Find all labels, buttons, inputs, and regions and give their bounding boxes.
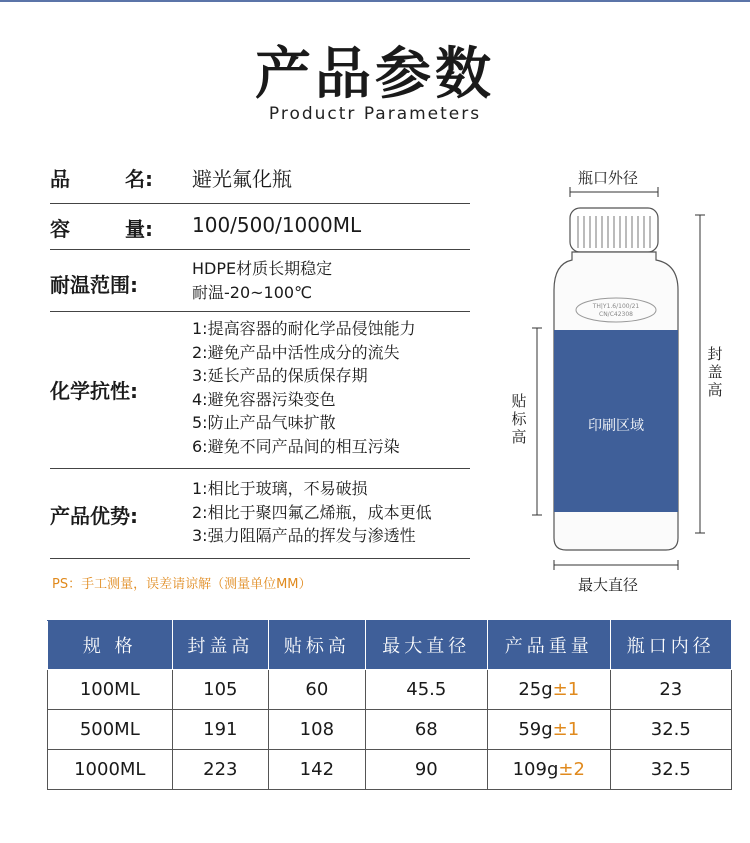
top-accent-bar [0, 0, 750, 2]
spec-lines-temperature [192, 257, 332, 304]
header-mouth-inner: 瓶口内径 [610, 621, 731, 670]
spec-row-name [50, 155, 470, 204]
cell-spec: 500ML [48, 710, 173, 750]
cap-height-label: 封盖高 [707, 345, 723, 399]
spec-value-capacity: 100/500/1000ML [192, 213, 362, 237]
cell-max-diameter: 45.5 [365, 670, 487, 710]
weight-tolerance: ±1 [552, 679, 580, 700]
spec-row-chemical [50, 311, 470, 469]
header-label-height: 贴标高 [269, 621, 366, 670]
spec-label-chemical: 化学抗性: [50, 379, 138, 403]
chemical-line: 2:避免产品中活性成分的流失 [192, 342, 400, 362]
cell-label-height: 60 [269, 670, 366, 710]
bottle-illustration [500, 160, 740, 600]
chemical-line: 5:防止产品气味扩散 [192, 413, 336, 432]
weight-value: 25g [518, 679, 553, 700]
spec-row-capacity [50, 203, 470, 250]
cell-weight [487, 750, 610, 790]
cell-max-diameter: 68 [365, 710, 487, 750]
table-row [48, 670, 732, 710]
cell-cap-height: 191 [172, 710, 269, 750]
table-header-row [48, 621, 732, 670]
spec-row-temperature [50, 249, 470, 312]
chemical-line: 4:避免容器污染变色 [192, 389, 336, 409]
weight-tolerance: ±1 [552, 719, 580, 740]
label-height-label: 贴标高 [511, 392, 527, 446]
cell-mouth-inner: 23 [610, 670, 731, 710]
embossed-text: TH|Y1.6/100/21 [592, 303, 640, 310]
cell-label-height: 142 [269, 750, 366, 790]
table-row [48, 750, 732, 790]
advantage-line: 1:相比于玻璃，不易破损 [192, 479, 368, 498]
cell-label-height: 108 [269, 710, 366, 750]
cell-spec: 1000ML [48, 750, 173, 790]
page-subtitle: Productr Parameters [268, 104, 482, 124]
parameter-table [47, 620, 732, 790]
spec-label-temperature: 耐温范围: [50, 273, 138, 297]
advantage-line: 3:强力阻隔产品的挥发与渗透性 [192, 526, 416, 545]
spec-label-capacity: 容 量: [50, 217, 153, 241]
header-weight: 产品重量 [487, 621, 610, 670]
weight-value: 109g [512, 759, 559, 780]
cell-weight [487, 670, 610, 710]
cell-spec: 100ML [48, 670, 173, 710]
header-max-diameter: 最大直径 [365, 621, 487, 670]
cell-mouth-inner: 32.5 [610, 710, 731, 750]
spec-lines-advantage [192, 477, 432, 548]
cell-max-diameter: 90 [365, 750, 487, 790]
max-diameter-label: 最大直径 [578, 576, 639, 594]
cell-cap-height: 223 [172, 750, 269, 790]
cell-mouth-inner: 32.5 [610, 750, 731, 790]
spec-label-advantage: 产品优势: [50, 504, 138, 528]
print-area-label: 印刷区域 [588, 418, 644, 434]
chemical-line: 3:延长产品的保质保存期 [192, 366, 368, 385]
chemical-line: 1:提高容器的耐化学品侵蚀能力 [192, 319, 416, 338]
weight-value: 59g [518, 719, 553, 740]
advantage-line: 2:相比于聚四氟乙烯瓶，成本更低 [192, 502, 432, 522]
mouth-diameter-label: 瓶口外径 [578, 169, 639, 187]
cell-cap-height: 105 [172, 670, 269, 710]
header-spec: 规 格 [48, 621, 173, 670]
embossed-text: CN/C42308 [599, 311, 633, 318]
temperature-line: HDPE材质长期稳定 [192, 259, 333, 278]
spec-lines-chemical [192, 317, 416, 458]
weight-tolerance: ±2 [558, 759, 585, 780]
spec-label-name: 品 名: [50, 167, 153, 191]
temperature-line: 耐温-20~100℃ [192, 282, 313, 302]
spec-value-name: 避光氟化瓶 [192, 167, 292, 191]
page-title: 产品参数 [255, 42, 495, 107]
spec-row-advantage [50, 468, 470, 559]
chemical-line: 6:避免不同产品间的相互污染 [192, 436, 400, 456]
bottle-diagram [500, 160, 740, 600]
cell-weight [487, 710, 610, 750]
table-row [48, 710, 732, 750]
header-cap-height: 封盖高 [172, 621, 269, 670]
measurement-note: PS：手工测量，误差请谅解（测量单位MM） [52, 577, 312, 592]
